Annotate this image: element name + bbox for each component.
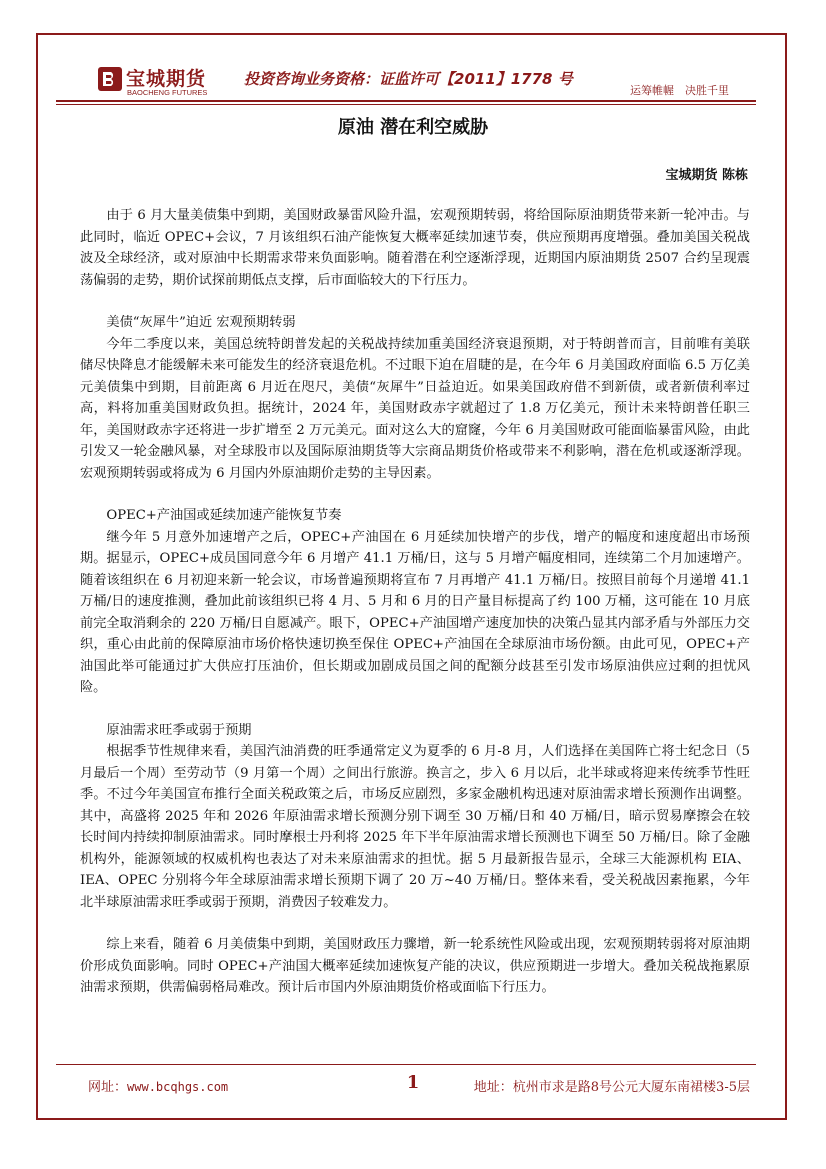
header-divider xyxy=(56,100,756,102)
bc-logo-icon xyxy=(96,64,124,94)
logo-english-text: BAOCHENG FUTURES xyxy=(127,88,208,97)
section-paragraph: 根据季节性规律来看，美国汽油消费的旺季通常定义为夏季的 6 月-8 月，人们选择在美国阵亡将士纪念日（5 月最后一个周）至劳动节（9 月第一个周）之间出行旅游。换言之，步入 6 月以后，北半球或将迎来传统季节性旺季。不过今年美国宣布推行全面关税政策之后，市场反应剧烈，多家金融机构迅速对原油需求增长预测作出调整。其中，高盛将 2025 年和 2026 年原油需求增长预测分别下调至 30 万桶/日和 40 万桶/日，暗示贸易摩擦会在较长时间内持续抑制原油需求。同时摩根士丹利将 2025 年下半年原油需求增长预测也下调至 50 万桶/日。除了金融机构外，能源领域的权威机构也表达了对未来原油需求的担忧。据 5 月最新报告显示，全球三大能源机构 EIA、IEA、OPEC 分别将今年全球原油需求增长预期下调了 20 万~40 万桶/日。整体来看，受关税战因素拖累，今年北半球原油需求旺季或弱于预期，消费因子较难发力。 xyxy=(80,744,750,910)
company-logo xyxy=(96,64,266,100)
section-heading: 美债“灰犀牛”迫近 宏观预期转弱 xyxy=(106,315,296,330)
header-divider-thin xyxy=(56,104,756,105)
page-header xyxy=(56,60,756,102)
footer-url-label: 网址： xyxy=(88,1080,128,1095)
footer-url-link[interactable]: www.bcqhgs.com xyxy=(127,1080,229,1094)
footer-divider xyxy=(56,1064,756,1065)
page-number: 1 xyxy=(406,1072,420,1093)
section-heading: 原油需求旺季或弱于预期 xyxy=(106,722,252,738)
license-text: 投资咨询业务资格：证监许可【2011】1778 号 xyxy=(244,70,573,88)
logo-text: 宝城期货 xyxy=(126,68,207,90)
motto-text: 运筹帷幄 决胜千里 xyxy=(630,84,729,97)
section-paragraph: 今年二季度以来，美国总统特朗普发起的关税战持续加重美国经济衰退预期，对于特朗普而言，目前唯有美联储尽快降息才能缓解未来可能发生的经济衰退危机。不过眼下迫在眉睫的是，在今年 6 月美国政府面临 6.5 万亿美元美债集中到期，目前距离 6 月近在咫尺，美债“灰犀牛”日益迫近。如果美国政府借不到新债，或者新债利率过高，料将加重美国财政负担。据统计，2024 年，美国财政赤字就超过了 1.8 万亿美元，预计未来特朗普任职三年，美国财政赤字还将进一步扩增至 2 万元美元。面对这么大的窟窿，今年 6 月美国财政可能面临暴雷风险，由此引发又一轮金融风暴，对全球股市以及国际原油期货等大宗商品期货价格或带来不利影响，潜在危机或逐渐浮现。宏观预期转弱或将成为 6 月国内外原油期价走势的主导因素。 xyxy=(80,336,750,481)
section-paragraph: 继今年 5 月意外加速增产之后，OPEC+产油国在 6 月延续加快增产的步伐，增产的幅度和速度超出市场预期。据显示，OPEC+成员国同意今年 6 月增产 41.1 万桶/日，这与 5 月增产幅度相同，连续第二个月加速增产。随着该组织在 6 月初迎来新一轮会议，市场普遍预期将宣布 7 月再增产 41.1 万桶/日。按照目前每个月递增 41.1 万桶/日的速度推测，叠加此前该组织已将 4 月、5 月和 6 月的日产量目标提高了约 100 万桶，这可能在 10 月底前完全取消剩余的 220 万桶/日自愿减产。眼下，OPEC+产油国增产速度加快的决策凸显其内部矛盾与外部压力交织，重心由此前的保障原油市场价格快速切换至保住 OPEC+产油国在全球原油市场份额。由此可见，OPEC+产油国此举可能通过扩大供应打压油价，但长期或加剧成员国之间的配额分歧甚至引发市场原油供应过剩的担忧风险。 xyxy=(80,529,750,695)
article-author: 宝城期货 陈栋 xyxy=(665,168,748,183)
conclusion-paragraph: 综上来看，随着 6 月美债集中到期，美国财政压力骤增，新一轮系统性风险或出现，宏观预期转弱将对原油期价形成负面影响。同时 OPEC+产油国大概率延续加速恢复产能的决议，供应预期进一步增大。叠加关税战拖累原油需求预期，供需偏弱格局难改。预计后市国内外原油期货价格或面临下行压力。 xyxy=(80,937,750,995)
article-title: 原油 潜在利空威胁 xyxy=(337,117,489,138)
intro-paragraph: 由于 6 月大量美债集中到期，美国财政暴雷风险升温，宏观预期转弱，将给国际原油期货带来新一轮冲击。与此同时，临近 OPEC+会议，7 月该组织石油产能恢复大概率延续加速节奏，供应预期再度增强。叠加美国关税战波及全球经济，或对原油中长期需求带来负面影响。随着潜在利空逐渐浮现，近期国内原油期货 2507 合约呈现震荡偏弱的走势，期价试探前期低点支撑，后市面临较大的下行压力。 xyxy=(80,208,750,288)
footer-address: 地址：杭州市求是路8号公元大厦东南裙楼3-5层 xyxy=(473,1080,750,1095)
section-heading: OPEC+产油国或延续加速产能恢复节奏 xyxy=(106,508,342,523)
article-body xyxy=(80,205,750,999)
